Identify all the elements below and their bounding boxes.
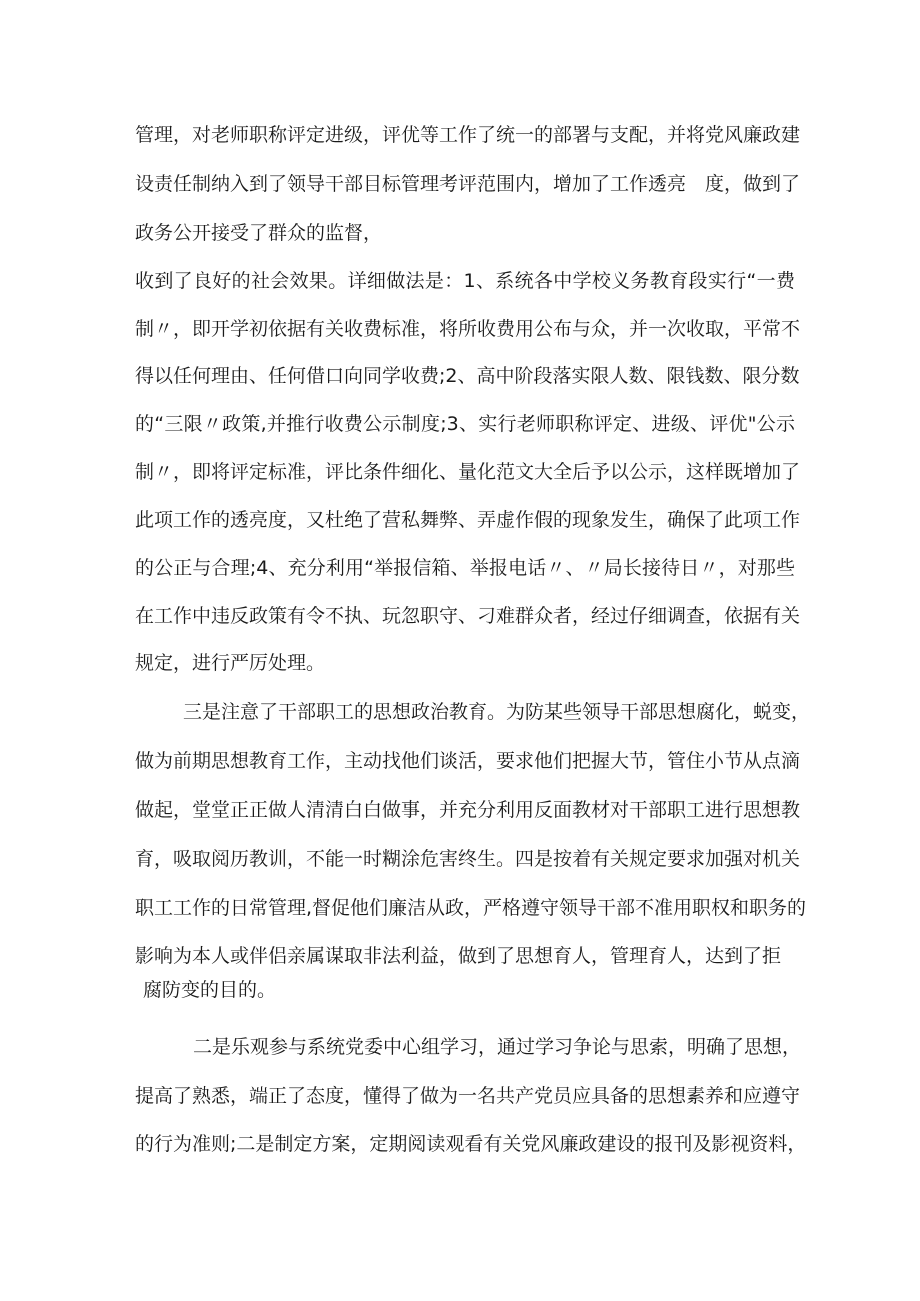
- paragraph-3-line-5: 职工工作的日常管理,督促他们廉洁从政，严格遵守领导干部不准用职权和职务的: [135, 897, 807, 919]
- text-line-7: 的“三限〃政策,并推行收费公示制度;3、实行老师职称评定、进级、评优"公示: [135, 413, 795, 435]
- text-line-12: 规定，进行严厉处理。: [135, 652, 326, 674]
- text-line-3: 政务公开接受了群众的监督，: [135, 222, 383, 244]
- text-line-9: 此项工作的透亮度，又杜绝了营私舞弊、弄虚作假的现象发生，确保了此项工作: [135, 509, 801, 531]
- text-line-10: 的公正与合理;4、充分利用“举报信箱、举报电话〃、〃局长接待日〃，对那些: [135, 557, 795, 579]
- text-line-4: 收到了良好的社会效果。详细做法是：1、系统各中学校义务教育段实行“一费: [135, 270, 795, 292]
- text-line-5: 制〃，即开学初依据有关收费标准，将所收费用公布与众，并一次收取，平常不: [135, 318, 801, 340]
- paragraph-3-line-2: 做为前期思想教育工作，主动找他们谈活，要求他们把握大节，管住小节从点滴: [135, 750, 801, 772]
- text-line-2: 设责任制纳入到了领导干部目标管理考评范围内，增加了工作透亮 度，做到了: [135, 173, 801, 195]
- paragraph-3-line-7: 腐防变的目的。: [143, 979, 277, 1001]
- paragraph-3-line-3: 做起，堂堂正正做人清清白白做事，并充分利用反面教材对干部职工进行思想教: [135, 799, 801, 821]
- paragraph-4-line-1: 二是乐观参与系统党委中心组学习，通过学习争论与思索，明确了思想，: [193, 1036, 802, 1058]
- text-line-6: 得以任何理由、任何借口向同学收费;2、高中阶段落实限人数、限钱数、限分数: [135, 365, 800, 387]
- text-line-1: 管理，对老师职称评定进级，评优等工作了统一的部署与支配，并将党风廉政建: [135, 124, 801, 146]
- text-line-11: 在工作中违反政策有令不执、玩忽职守、刁难群众者，经过仔细调查，依据有关: [135, 605, 801, 627]
- paragraph-3-line-4: 育，吸取阅历教训，不能一时糊涂危害终生。四是按着有关规定要求加强对机关: [135, 848, 801, 870]
- text-line-8: 制〃，即将评定标准，评比条件细化、量化范文大全后予以公示，这样既增加了: [135, 461, 801, 483]
- paragraph-3-line-6: 影响为本人或伴侣亲属谋取非法利益，做到了思想育人，管理育人，达到了拒: [135, 945, 782, 967]
- paragraph-4-line-3: 的行为准则;二是制定方案，定期阅读观看有关党风廉政建设的报刊及影视资料，: [135, 1133, 807, 1155]
- paragraph-3-line-1: 三是注意了干部职工的思想政治教育。为防某些领导干部思想腐化，蜕变，: [183, 701, 811, 723]
- paragraph-4-line-2: 提高了熟悉，端正了态度，懂得了做为一名共产党员应具备的思想素养和应遵守: [135, 1085, 801, 1107]
